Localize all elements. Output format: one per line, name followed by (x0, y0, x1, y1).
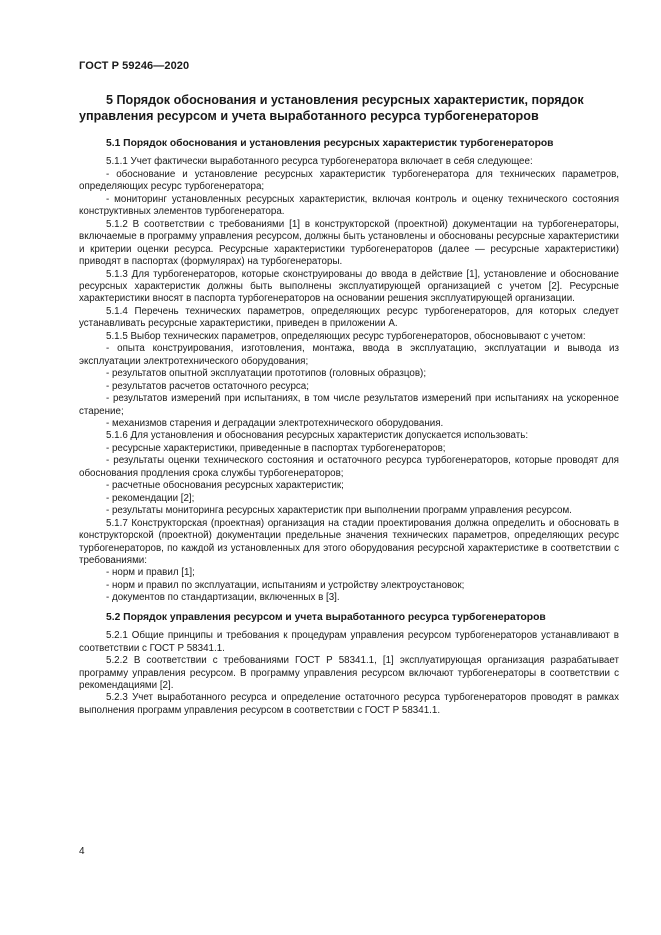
paragraph: 5.1.1 Учет фактически выработанного ресурса турбогенератора включает в себя следующее: (106, 156, 533, 168)
list-item: - результатов опытной эксплуатации прототипов (головных образцов); (106, 368, 427, 380)
paragraph: 5.2.3 Учет выработанного ресурса и определение остаточного ресурса турбогенераторов проводят в рамках выполнения программ управления ресурсом в соответствии с ГОСТ Р 58341.1. (79, 692, 619, 716)
subsection-title-5-2: 5.2 Порядок управления ресурсом и учета выработанного ресурса турбогенераторов (106, 611, 546, 623)
subsection-5-2-content (79, 630, 619, 717)
document-body (79, 138, 619, 717)
paragraph: 5.1.2 В соответствии с требованиями [1] в конструкторской (проектной) документации на турбогенераторы, включаемые в программу управления ресурсом, должны быть установлены и обоснованы ресурсные характеристики и критерии оценки ресурса. Ресурсные характеристики турбогенераторов (далее — ресурсные характеристики) приводят в паспортах (формулярах) на турбогенераторы. (79, 218, 619, 268)
list-item: - ресурсные характеристики, приведенные в паспортах турбогенераторов; (106, 442, 446, 454)
list-item: - результатов расчетов остаточного ресурса; (106, 380, 309, 392)
paragraph: 5.1.5 Выбор технических параметров, определяющих ресурс турбогенераторов, обосновывают с учетом: (106, 330, 586, 342)
paragraph: 5.1.6 Для установления и обоснования ресурсных характеристик допускается использовать: (106, 430, 529, 442)
paragraph: 5.2.1 Общие принципы и требования к процедурам управления ресурсом турбогенераторов устанавливают в соответствии с ГОСТ Р 58341.1. (79, 630, 619, 654)
list-item: - обоснование и установление ресурсных характеристик турбогенератора для технических параметров, определяющих ресурс турбогенератора; (79, 168, 619, 193)
page-number: 4 (79, 846, 85, 857)
list-item: - норм и правил [1]; (106, 567, 195, 579)
paragraph: 5.1.4 Перечень технических параметров, определяющих ресурс турбогенераторов, для которых следует устанавливать ресурсные характеристики, приведен в приложении А. (79, 305, 619, 330)
document-code-header: ГОСТ Р 59246—2020 (79, 60, 190, 72)
list-item: - механизмов старения и деградации электротехнического оборудования. (106, 417, 444, 429)
subsection-title-5-1: 5.1 Порядок обоснования и установления ресурсных характеристик турбогенераторов (106, 138, 554, 149)
list-item: - результаты мониторинга ресурсных характеристик при выполнении программ управления ресурсом. (106, 505, 572, 517)
paragraph: 5.1.7 Конструкторская (проектная) организация на стадии проектирования должна определить и обосновать в конструкторской (проектной) документации предельные значения технических параметров, определяющих ресурс турбогенераторов, по каждой из установленных для этого оборудования ресурсной характеристике в соответствии с требованиями: (79, 517, 619, 566)
list-item: - рекомендации [2]; (106, 492, 195, 504)
subsection-5-1-content (79, 156, 619, 604)
list-item: - опыта конструирования, изготовления, монтажа, ввода в эксплуатацию, эксплуатации и вывода из эксплуатации электротехнического оборудования; (79, 343, 619, 367)
list-item: - результаты оценки технического состояния и остаточного ресурса турбогенераторов, которые проводят для обоснования продления срока службы турбогенераторов; (79, 455, 619, 479)
list-item: - расчетные обоснования ресурсных характеристик; (106, 480, 344, 492)
list-item: - мониторинг установленных ресурсных характеристик, включая контроль и оценку технического состояния конструктивных элементов турбогенератора. (79, 193, 619, 218)
section-title: 5 Порядок обоснования и установления ресурсных характеристик, порядок управления ресурсом и учета выработанного ресурса турбогенераторов (79, 93, 584, 123)
list-item: - документов по стандартизации, включенных в [3]. (106, 592, 340, 604)
paragraph: 5.1.3 Для турбогенераторов, которые сконструированы до ввода в действие [1], установление и обоснование ресурсных характеристик должны быть выполнены эксплуатирующей организацией с учетом [2]. Ресурсные характеристики вносят в паспорта турбогенераторов на основании решения эксплуатирующей организации. (79, 268, 619, 305)
list-item: - результатов измерений при испытаниях, в том числе результатов измерений при испытаниях на ускоренное старение; (79, 393, 619, 417)
list-item: - норм и правил по эксплуатации, испытаниям и устройству электроустановок; (106, 579, 465, 591)
paragraph: 5.2.2 В соответствии с требованиями ГОСТ Р 58341.1, [1] эксплуатирующая организация разрабатывает программу управления ресурсом. В программу управления ресурсом включают турбогенераторы в соответствии с рекомендациями [2]. (79, 655, 619, 692)
